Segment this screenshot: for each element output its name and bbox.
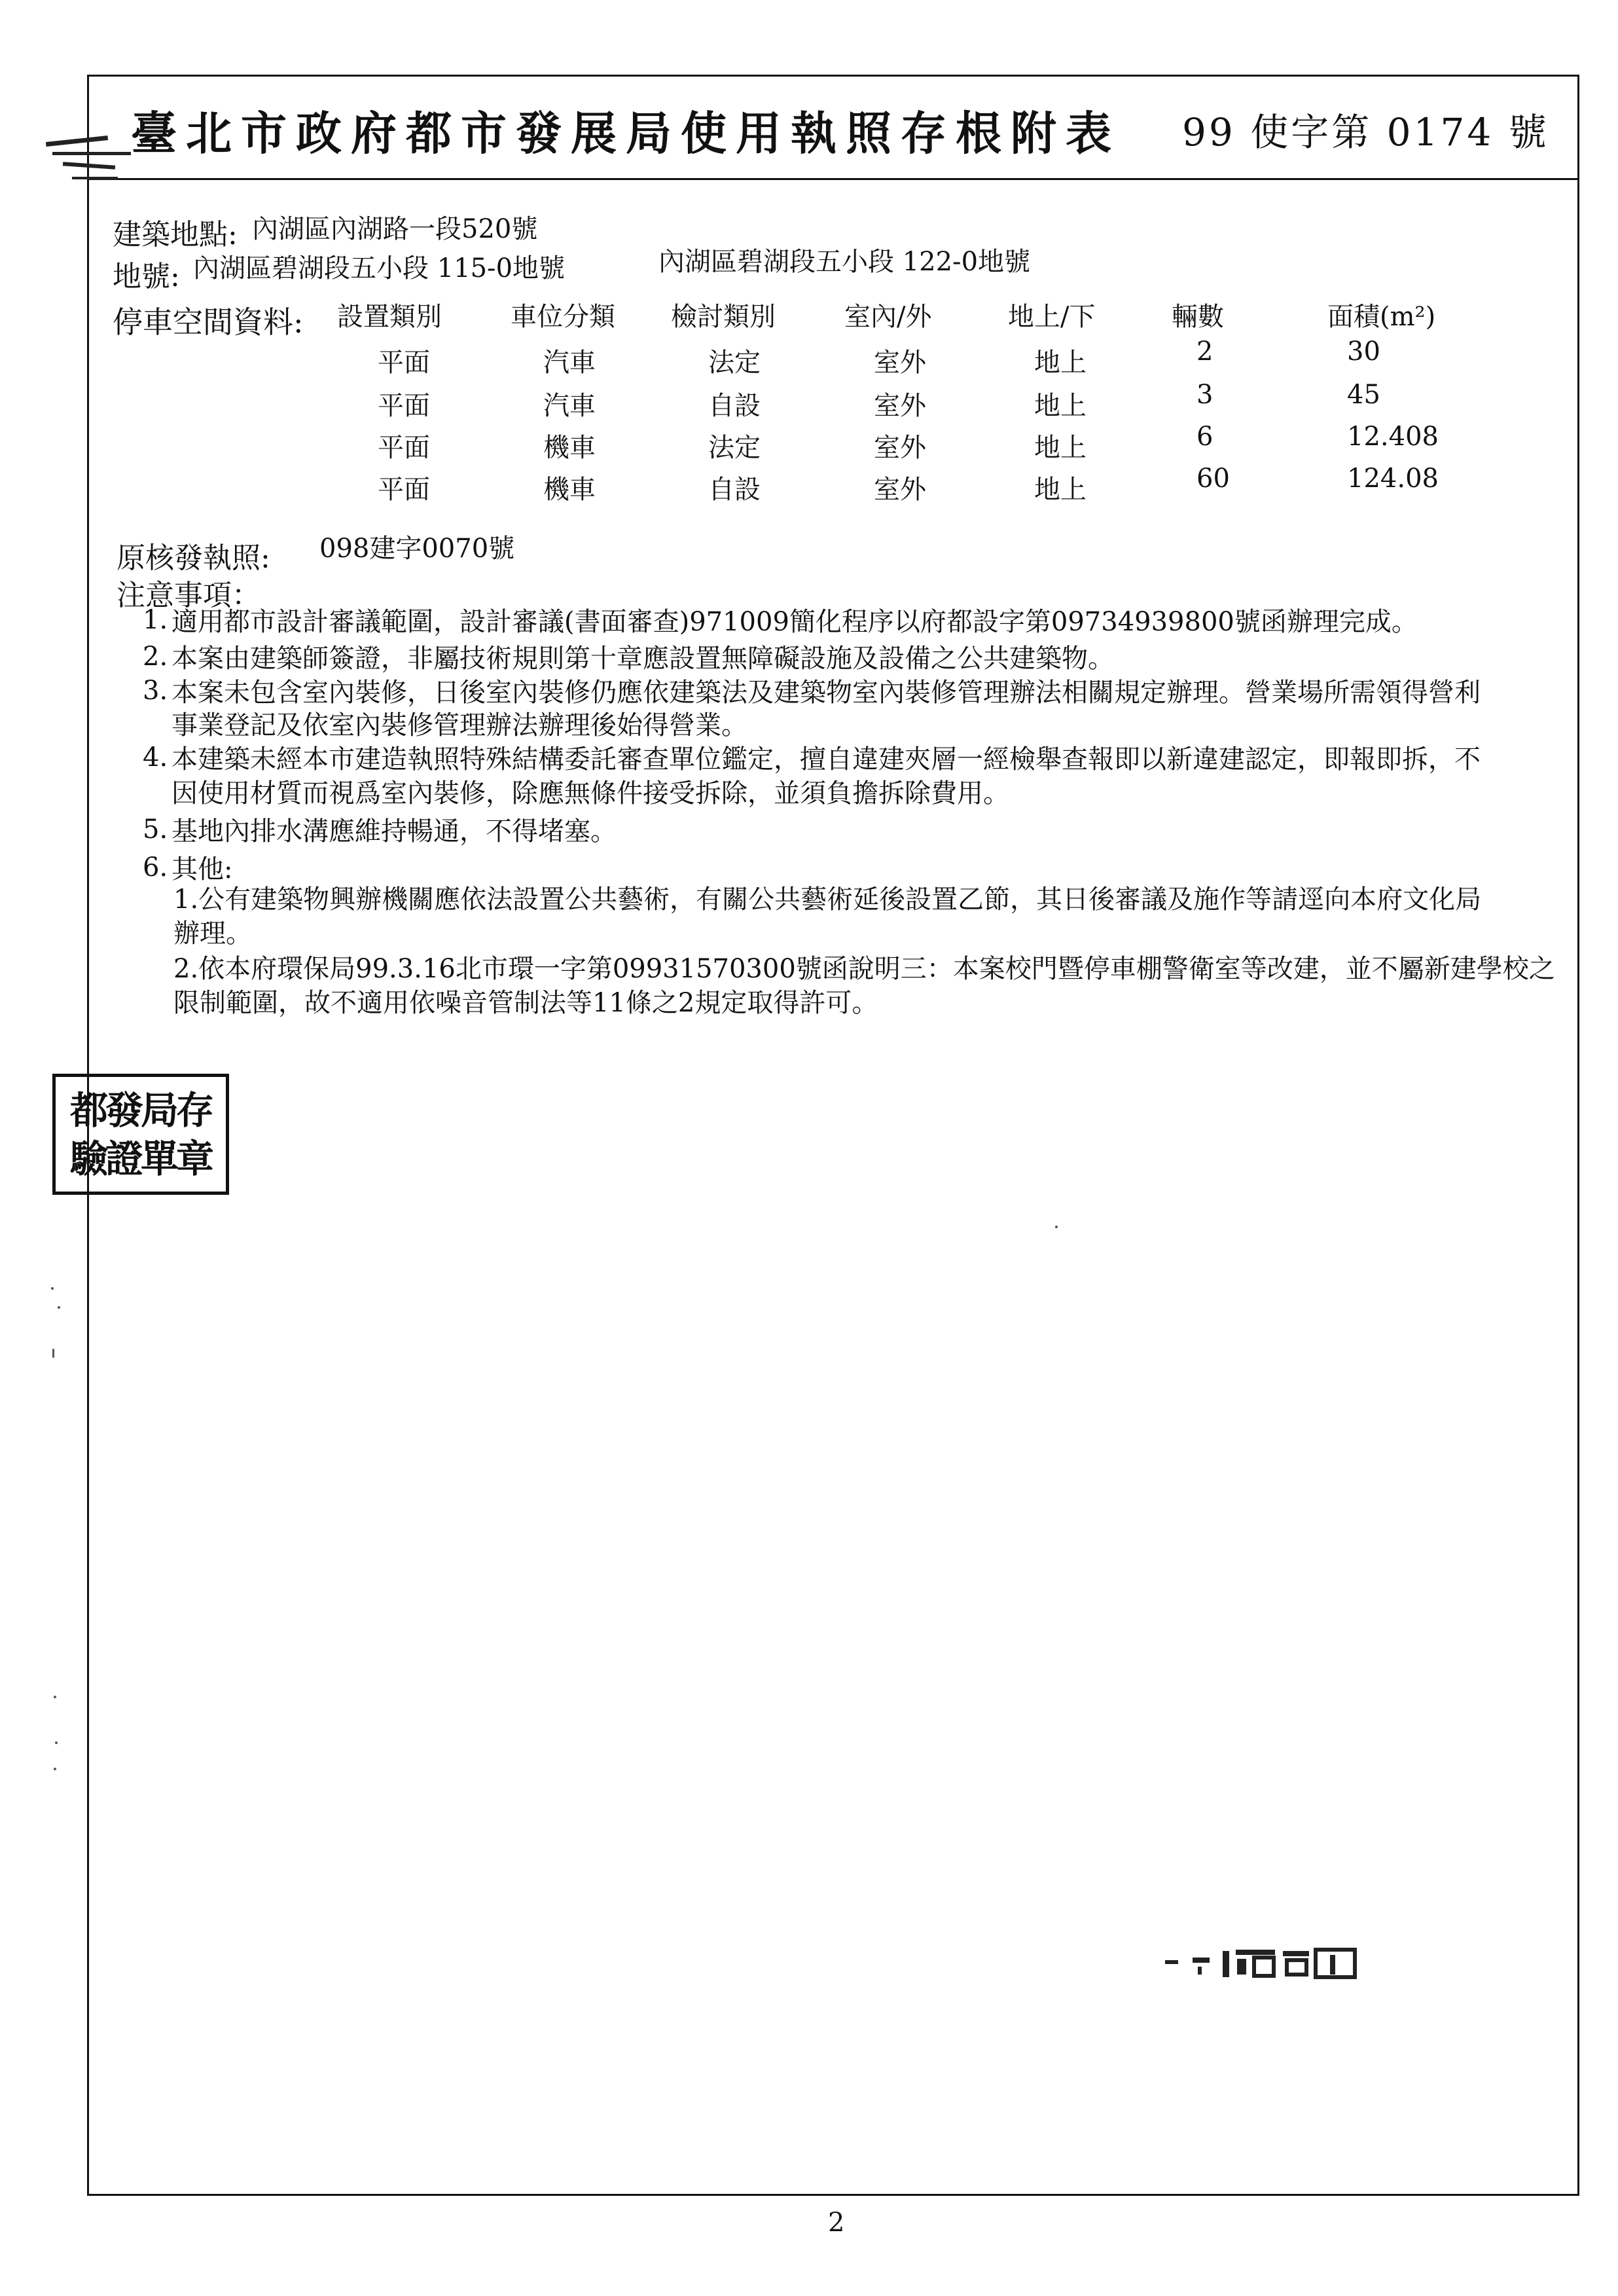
- note-sub-item-line: 1.公有建築物興辦機關應依法設置公共藝術，有關公共藝術延後設置乙節，其日後審議及施作等請逕向本府文化局: [173, 884, 1482, 915]
- permit-number: 99 使字第 0174 號: [1182, 110, 1549, 155]
- parking-table-cell: 12.408: [1347, 422, 1439, 452]
- note-text-line: 本案未包含室內裝修，日後室內裝修仍應依建築法及建築物室內裝修管理辦法相關規定辦理。營業場所需領得營利: [171, 678, 1481, 708]
- parking-table-cell: 自設: [708, 475, 761, 505]
- parking-table-cell: 6: [1196, 422, 1214, 452]
- note-text-line: 事業登記及依室內裝修管理辦法辦理後始得營業。: [171, 710, 747, 740]
- parking-header-cell: 輛數: [1172, 302, 1224, 332]
- faint-stamp-mark: [1159, 1938, 1375, 1984]
- scan-speck: [58, 1306, 60, 1309]
- note-text-line: 其他:: [171, 854, 233, 884]
- parking-table-cell: 平面: [378, 433, 430, 463]
- parking-header-cell: 面積(m²): [1327, 302, 1436, 332]
- note-number: 4.: [143, 742, 168, 773]
- parking-table-cell: 機車: [543, 433, 596, 463]
- parking-table-cell: 124.08: [1347, 464, 1439, 494]
- notes-heading: 注意事項：: [117, 579, 261, 612]
- note-number: 3.: [143, 676, 168, 706]
- parking-table-cell: 平面: [378, 475, 430, 505]
- original-license-value: 098建字0070號: [319, 534, 515, 564]
- scan-smudge: [72, 177, 118, 179]
- parking-header-cell: 室內/外: [844, 302, 932, 332]
- note-sub-item-line: 限制範圍，故不適用依噪音管制法等11條之2規定取得許可。: [173, 988, 878, 1018]
- note-text-line: 本建築未經本市建造執照特殊結構委託審查單位鑑定，擅自違建夾層一經檢舉查報即以新違建認定，即報即拆，不: [171, 744, 1481, 774]
- parking-table-cell: 法定: [708, 348, 761, 378]
- page-number: 2: [828, 2208, 845, 2238]
- parking-table-cell: 法定: [708, 433, 761, 463]
- parking-header-cell: 車位分類: [511, 302, 615, 332]
- parking-table-cell: 3: [1196, 380, 1214, 410]
- note-number: 5.: [143, 814, 168, 845]
- scan-speck: [1055, 1226, 1058, 1228]
- parking-table-cell: 平面: [378, 348, 430, 378]
- parking-table-cell: 機車: [543, 475, 596, 505]
- parking-table-cell: 平面: [378, 391, 430, 421]
- address-value: 內湖區內湖路一段520號: [252, 214, 538, 244]
- scan-speck: [54, 1768, 56, 1770]
- scan-smudge: [52, 152, 131, 155]
- lot-value-1: 內湖區碧湖段五小段 115-0地號: [193, 253, 566, 283]
- parking-header-cell: 檢討類別: [671, 302, 776, 332]
- parking-table-cell: 室外: [874, 391, 926, 421]
- parking-table-cell: 地上: [1034, 391, 1087, 421]
- lot-value-2: 內湖區碧湖段五小段 122-0地號: [658, 247, 1031, 277]
- note-sub-item-line: 辦理。: [173, 919, 252, 949]
- scan-speck: [55, 1741, 58, 1744]
- parking-table-cell: 45: [1347, 380, 1380, 410]
- note-text-line: 適用都市設計審議範圍，設計審議(書面審查)971009簡化程序以府都設字第09734939800號函辦理完成。: [171, 607, 1418, 637]
- parking-table-cell: 2: [1196, 337, 1214, 367]
- parking-table-cell: 汽車: [543, 391, 596, 421]
- scan-speck: [52, 1349, 54, 1358]
- document-title: 臺北市政府都市發展局使用執照存根附表: [131, 106, 1121, 160]
- scan-speck: [51, 1287, 54, 1290]
- parking-table-cell: 室外: [874, 433, 926, 463]
- stamp-text-line1: 都發局存: [69, 1087, 211, 1133]
- original-license-label: 原核發執照:: [117, 541, 270, 575]
- parking-table-cell: 地上: [1034, 348, 1087, 378]
- parking-label: 停車空間資料:: [113, 304, 304, 340]
- parking-table-cell: 自設: [708, 391, 761, 421]
- note-text-line: 因使用材質而視爲室內裝修，除應無條件接受拆除，並須負擔拆除費用。: [171, 778, 1009, 809]
- title-divider: [87, 178, 1579, 180]
- parking-table-cell: 60: [1196, 464, 1230, 494]
- parking-table-cell: 地上: [1034, 433, 1087, 463]
- lot-label: 地號:: [113, 260, 180, 293]
- stamp-text-line2: 驗證單章: [69, 1136, 211, 1181]
- parking-table-cell: 室外: [874, 348, 926, 378]
- note-text-line: 基地內排水溝應維持暢通，不得堵塞。: [171, 816, 617, 847]
- official-seal-stamp: [52, 1074, 229, 1195]
- note-text-line: 本案由建築師簽證，非屬技術規則第十章應設置無障礙設施及設備之公共建築物。: [171, 644, 1114, 674]
- parking-table-cell: 汽車: [543, 348, 596, 378]
- note-number: 6.: [143, 852, 168, 883]
- parking-header-cell: 設置類別: [337, 302, 442, 332]
- note-number: 2.: [143, 642, 168, 672]
- parking-header-cell: 地上/下: [1008, 302, 1096, 332]
- scan-speck: [54, 1696, 56, 1698]
- parking-table-cell: 地上: [1034, 475, 1087, 505]
- parking-table-cell: 室外: [874, 475, 926, 505]
- note-number: 1.: [143, 605, 168, 635]
- parking-table-cell: 30: [1347, 337, 1380, 367]
- address-label: 建築地點:: [113, 218, 238, 251]
- note-sub-item-line: 2.依本府環保局99.3.16北市環一字第09931570300號函說明三：本案校門暨停車棚警衛室等改建，並不屬新建學校之: [173, 954, 1555, 984]
